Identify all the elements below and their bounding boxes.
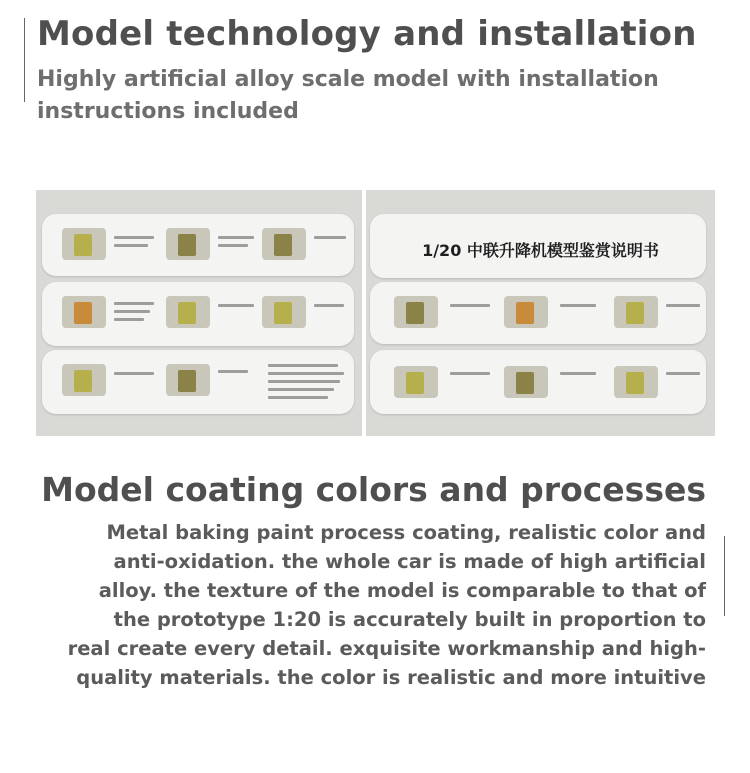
text-line xyxy=(314,304,344,307)
model-thumbnail xyxy=(166,228,210,260)
text-line xyxy=(268,364,338,367)
text-line xyxy=(560,372,596,375)
section1-title: Model technology and installation xyxy=(37,14,697,54)
model-thumbnail xyxy=(394,366,438,398)
text-line xyxy=(268,380,340,383)
model-thumbnail xyxy=(614,366,658,398)
model-thumbnail xyxy=(166,364,210,396)
text-line xyxy=(114,302,154,305)
model-thumbnail xyxy=(166,296,210,328)
text-line xyxy=(450,372,490,375)
booklet-title: 1/20 中联升降机模型鉴赏说明书 xyxy=(422,241,659,260)
right-divider xyxy=(724,536,725,616)
text-line xyxy=(114,236,154,239)
text-line xyxy=(218,370,248,373)
model-thumbnail xyxy=(262,296,306,328)
text-line xyxy=(450,304,490,307)
text-line xyxy=(268,388,334,391)
appreciation-booklet-photo xyxy=(366,190,715,436)
text-line xyxy=(114,372,154,375)
model-thumbnail xyxy=(62,296,106,328)
section1-subtitle: Highly artificial alloy scale model with installation instructions included xyxy=(37,67,659,124)
model-thumbnail xyxy=(262,228,306,260)
text-line xyxy=(268,396,328,399)
model-thumbnail xyxy=(62,228,106,260)
text-line xyxy=(314,236,346,239)
top-left-divider xyxy=(24,18,25,102)
text-line xyxy=(114,310,150,313)
text-line xyxy=(114,244,148,247)
text-line xyxy=(114,318,144,321)
text-line xyxy=(268,372,344,375)
text-line xyxy=(666,304,700,307)
instruction-sheet xyxy=(42,214,354,276)
instruction-sheets-photo xyxy=(36,190,362,436)
model-thumbnail xyxy=(614,296,658,328)
text-line xyxy=(218,236,254,239)
model-thumbnail xyxy=(394,296,438,328)
text-line xyxy=(218,304,254,307)
text-line xyxy=(560,304,596,307)
section2-description: Metal baking paint process coating, realistic color and anti-oxidation. the whole car is made of high artificial alloy. the texture of the model is comparable to that of the prototype 1:20 is accurately built in proportion to real create every detail. exquisite workmanship and high-quality materials. the color is realistic and more intuitive xyxy=(67,521,706,689)
section2-title: Model coating colors and processes xyxy=(41,470,706,509)
text-line xyxy=(218,244,248,247)
model-thumbnail xyxy=(62,364,106,396)
instruction-sheet xyxy=(370,282,706,344)
instruction-sheet xyxy=(370,350,706,414)
text-line xyxy=(666,372,700,375)
instruction-sheet xyxy=(42,282,354,346)
instruction-sheet xyxy=(42,350,354,414)
model-thumbnail xyxy=(504,296,548,328)
model-thumbnail xyxy=(504,366,548,398)
